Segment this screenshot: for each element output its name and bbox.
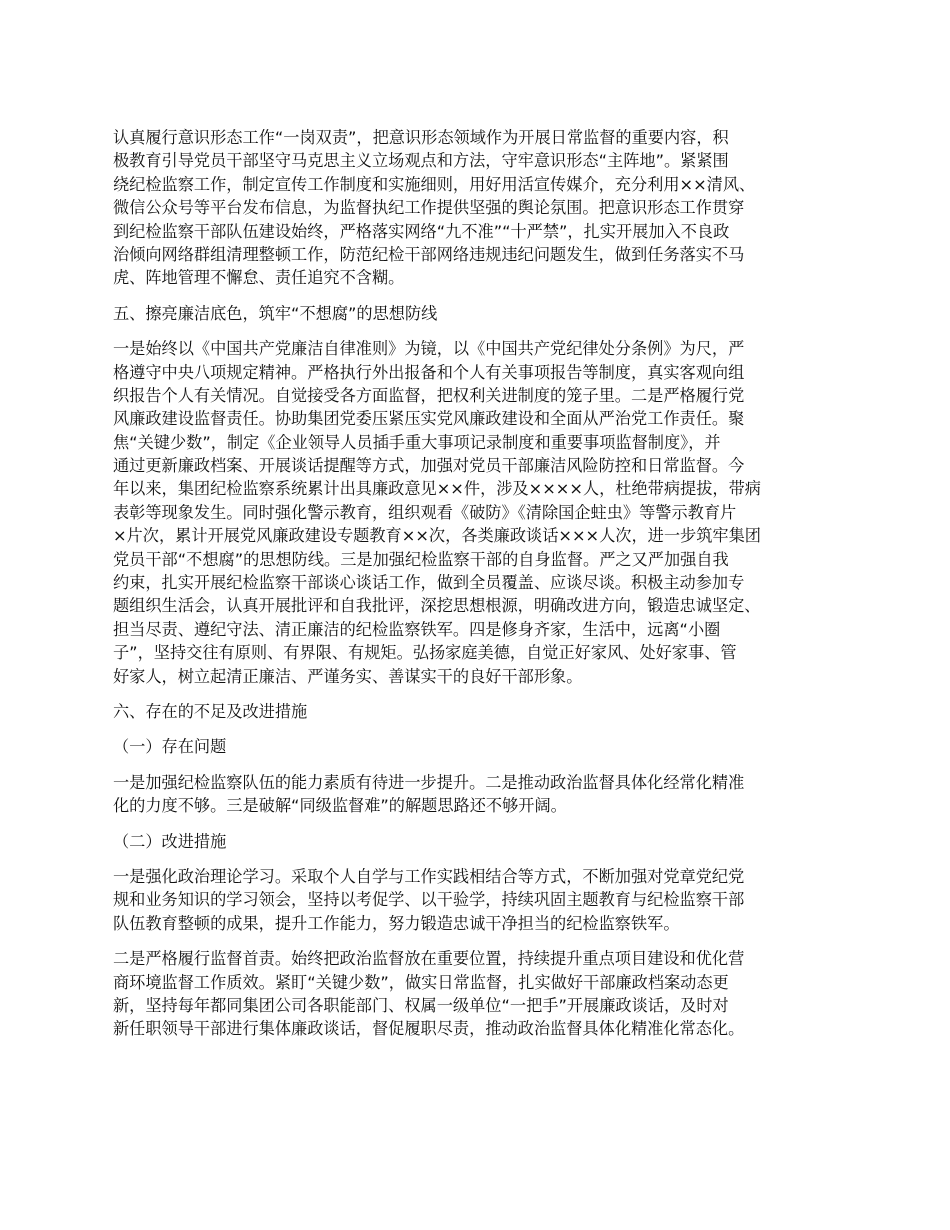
text-line: 到纪检监察干部队伍建设始终，严格落实网络“九不准”“十严禁”，扎实开展加入不良政 — [113, 221, 730, 241]
text-line: 微信公众号等平台发布信息，为监督执纪工作提供坚强的舆论氛围。把意识形态工作贯穿 — [113, 198, 745, 218]
text-line: 虎、阵地管理不懈怠、责任追究不含糊。 — [113, 268, 405, 288]
text-line: 党员干部“不想腐”的思想防线。三是加强纪检监察干部的自身监督。严之又严加强自我 — [113, 549, 729, 569]
text-line: 风廉政建设监督责任。协助集团党委压紧压实党风廉政建设和全面从严治党工作责任。聚 — [113, 409, 745, 429]
text-line: 担当尽责、遵纪守法、清正廉洁的纪检监察铁军。四是修身齐家，生活中，远离“小圈 — [113, 619, 721, 639]
text-line: 队伍教育整顿的成果，提升工作能力，努力锻造忠诚干净担当的纪检监察铁军。 — [113, 913, 680, 933]
text-line: 一是强化政治理论学习。采取个人自学与工作实践相结合等方式，不断加强对党章党纪党 — [113, 866, 745, 886]
text-line: 五、擦亮廉洁底色，筑牢“不想腐”的思想防线 — [113, 303, 438, 323]
document-page — [113, 126, 850, 1053]
body-paragraph — [113, 947, 850, 1041]
text-line: 格遵守中央八项规定精神。严格执行外出报备和个人有关事项报告等制度，真实客观向组 — [113, 362, 745, 382]
section-heading — [113, 735, 850, 758]
text-line: 新，坚持每年都同集团公司各职能部门、权属一级单位“一把手”开展廉政谈话，及时对 — [113, 995, 729, 1015]
text-line: ×片次，累计开展党风廉政建设专题教育××次，各类廉政谈话×××人次，进一步筑牢集团 — [113, 526, 761, 546]
text-line: 一是加强纪检监察队伍的能力素质有待进一步提升。二是推动政治监督具体化经常化精准 — [113, 772, 745, 792]
body-paragraph — [113, 126, 850, 290]
text-line: 子”，坚持交往有原则、有界限、有规矩。弘扬家庭美德，自觉正好家风、处好家事、管 — [113, 643, 737, 663]
body-paragraph — [113, 771, 850, 818]
text-line: 化的力度不够。三是破解“同级监督难”的解题思路还不够开阔。 — [113, 796, 567, 816]
text-line: 绕纪检监察工作，制定宣传工作制度和实施细则，用好用活宣传媒介，充分利用××清风、 — [113, 174, 756, 194]
text-line: 二是严格履行监督首责。始终把政治监督放在重要位置，持续提升重点项目建设和优化营 — [113, 949, 745, 969]
text-line: 六、存在的不足及改进措施 — [113, 701, 308, 721]
text-line: 约束，扎实开展纪检监察干部谈心谈话工作，做到全员覆盖、应谈尽谈。积极主动参加专 — [113, 573, 745, 593]
text-line: 题组织生活会，认真开展批评和自我批评，深挖思想根源，明确改进方向，锻造忠诚坚定、 — [113, 596, 761, 616]
text-line: 焦“关键少数”，制定《企业领导人员插手重大事项记录制度和重要事项监督制度》，并 — [113, 432, 721, 452]
text-line: 极教育引导党员干部坚守马克思主义立场观点和方法，守牢意识形态“主阵地”。紧紧围 — [113, 151, 729, 171]
text-line: 新任职领导干部进行集体廉政谈话，督促履职尽责，推动政治监督具体化精准化常态化。 — [113, 1019, 745, 1039]
text-line: 年以来，集团纪检监察系统累计出具廉政意见××件，涉及××××人，杜绝带病提拔，带病 — [113, 479, 761, 499]
text-line: 商环境监督工作质效。紧盯“关键少数”，做实日常监督，扎实做好干部廉政档案动态更 — [113, 972, 729, 992]
text-line: （二）改进措施 — [113, 831, 227, 851]
text-line: （一）存在问题 — [113, 737, 227, 757]
text-line: 织报告个人有关情况。自觉接受各方面监督，把权利关进制度的笼子里。二是严格履行党 — [113, 385, 745, 405]
text-line: 规和业务知识的学习领会，坚持以考促学、以干验学，持续巩固主题教育与纪检监察干部 — [113, 890, 745, 910]
body-paragraph — [113, 865, 850, 935]
text-line: 通过更新廉政档案、开展谈话提醒等方式，加强对党员干部廉洁风险防控和日常监督。今 — [113, 456, 745, 476]
text-line: 一是始终以《中国共产党廉洁自律准则》为镜，以《中国共产党纪律处分条例》为尺，严 — [113, 339, 745, 359]
text-line: 认真履行意识形态工作“一岗双责”，把意识形态领域作为开展日常监督的重要内容，积 — [113, 128, 729, 147]
section-heading — [113, 700, 850, 723]
text-line: 好家人，树立起清正廉洁、严谨务实、善谋实干的良好干部形象。 — [113, 666, 583, 686]
section-heading — [113, 830, 850, 853]
body-paragraph — [113, 337, 850, 688]
section-heading — [113, 302, 850, 325]
text-line: 表彰等现象发生。同时强化警示教育，组织观看《破防》《清除国企蛀虫》等警示教育片 — [113, 502, 737, 522]
text-line: 治倾向网络群组清理整顿工作，防范纪检干部网络违规违纪问题发生，做到任务落实不马 — [113, 244, 745, 264]
